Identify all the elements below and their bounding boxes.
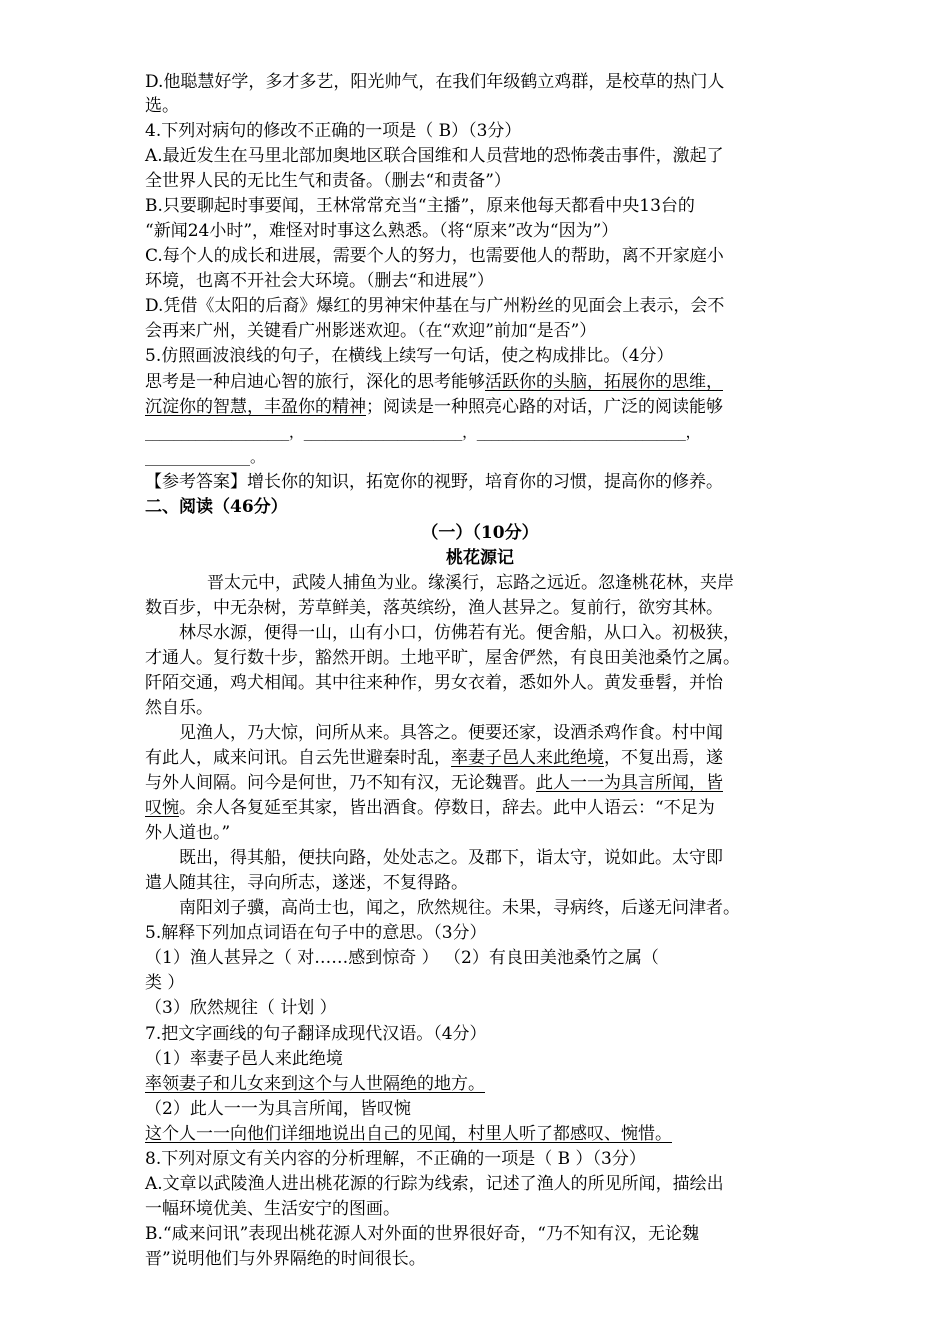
underlined-sentence-1: 率妻子邑人来此绝境 [451,748,604,768]
essay-p3-line5: 外人道也。” [145,823,231,843]
essay-p3-line2-text: 有此人，咸来问讯。自云先世避秦时乱， [145,748,451,768]
q5-l2-wavy: 沉淀你的智慧，丰盈你的精神 [145,397,366,417]
essay-p5: 南阳刘子骥，高尚士也，闻之，欣然规往。未果，寻病终，后遂无问津者。 [179,898,740,918]
question-7-title: 7.把文字画线的句子翻译成现代汉语。（4分） [145,1024,487,1044]
q5-l1-text: 思考是一种启迪心智的旅行，深化的思考能够 [145,372,485,392]
q5-blank-end: ______________。 [145,448,266,466]
q5-sentence-line2 [145,395,723,419]
q5-sentence-line1 [145,370,723,394]
essay-p3-line2 [145,746,723,770]
essay-p3-line3 [145,771,723,795]
essay-p4-line2: 遣人随其往，寻向所志，遂迷，不复得路。 [145,873,468,893]
essay-p2-line4: 然自乐。 [145,698,213,718]
q5-l1-wavy: 活跃你的头脑，拓展你的思维， [485,372,723,392]
q4-option-b-line1: B.只要聊起时事要闻，王林常常充当“主播”，原来他每天都看中央13台的 [145,196,695,216]
essay-p3-line1: 见渔人，乃大惊，问所从来。具答之。便要还家，设酒杀鸡作食。村中闻 [179,723,723,743]
q6-line3: （3）欣然规往（ 计划 ） [145,998,337,1018]
essay-p2-line1: 林尽水源，便得一山，山有小口，仿佛若有光。便舍船，从口入。初极狭， [179,623,740,643]
q7-sentence-2: （2）此人一一为具言所闻，皆叹惋 [145,1099,411,1119]
q8-option-b-line1: B.“咸来问讯”表现出桃花源人对外面的世界很好奇，“乃不知有汉，无论魏 [145,1224,699,1244]
question-6-title: 5.解释下列加点词语在句子中的意思。（3分） [145,923,487,943]
q7-answer-1: 率领妻子和儿女来到这个与人世隔绝的地方。 [145,1074,485,1094]
q5-blank-line: ____________________，______________________，_____________________________， [145,423,701,441]
essay-p2-line3: 阡陌交通，鸡犬相闻。其中往来种作，男女衣着，悉如外人。黄发垂髫，并怡 [145,673,723,693]
essay-title: 桃花源记 [446,548,514,568]
option-d-line1: D.他聪慧好学，多才多艺，阳光帅气，在我们年级鹤立鸡群，是校草的热门人 [145,72,725,92]
part-1-heading: （一）（10分） [421,523,539,543]
q4-option-a-line2: 全世界人民的无比生气和责备。（删去“和责备”） [145,171,511,191]
q8-option-a-line1: A.文章以武陵渔人进出桃花源的行踪为线索，记述了渔人的所见所闻，描绘出 [145,1174,724,1194]
q7-sentence-1: （1）率妻子邑人来此绝境 [145,1049,343,1069]
underlined-sentence-2b: 叹惋 [145,798,179,818]
question-5-title: 5.仿照画波浪线的句子，在横线上续写一句话，使之构成排比。（4分） [145,346,674,366]
essay-p4-line1: 既出，得其船，便扶向路，处处志之。及郡下，诣太守，说如此。太守即 [179,848,723,868]
q6-line1: （1）渔人甚异之（ 对……感到惊奇 ） （2）有良田美池桑竹之属（ [145,948,659,968]
q4-option-d-line1: D.凭借《太阳的后裔》爆红的男神宋仲基在与广州粉丝的见面会上表示，会不 [145,296,725,316]
q7-answer-2: 这个人一一向他们详细地说出自己的见闻，村里人听了都感叹、惋惜。 [145,1124,672,1144]
essay-p3-line3-text: 与外人间隔。问今是何世，乃不知有汉，无论魏晋。 [145,773,536,793]
question-4-title: 4.下列对病句的修改不正确的一项是（ B）（3分） [145,121,522,141]
q4-option-a-line1: A.最近发生在马里北部加奥地区联合国维和人员营地的恐怖袭击事件，激起了 [145,146,724,166]
question-8-title: 8.下列对原文有关内容的分析理解，不正确的一项是（ B ）（3分） [145,1149,646,1169]
essay-p3-line2-post: ，不复出焉，遂 [604,748,723,768]
option-d-line2: 选。 [145,96,179,116]
essay-p1-line1: 晋太元中，武陵人捕鱼为业。缘溪行，忘路之远近。忽逢桃花林，夹岸 [207,573,734,593]
q8-option-a-line2: 一幅环境优美、生活安宁的图画。 [145,1199,400,1219]
q5-l2-text: ；阅读是一种照亮心路的对话，广泛的阅读能够 [366,397,723,417]
essay-p3-line4 [145,796,715,820]
q5-answer: 【参考答案】增长你的知识，拓宽你的视野，培育你的习惯，提高你的修养。 [145,472,723,492]
section-2-heading: 二、阅读（46分） [145,497,288,517]
underlined-sentence-2a: 此人一一为具言所闻，皆 [536,773,723,793]
q8-option-b-line2: 晋”说明他们与外界隔绝的时间很长。 [145,1249,426,1269]
q4-option-d-line2: 会再来广州，关键看广州影迷欢迎。（在“欢迎”前加“是否”） [145,321,597,341]
q4-option-c-line2: 环境，也离不开社会大环境。（删去“和进展”） [145,271,494,291]
q6-line2: 类 ） [145,973,185,993]
essay-p1-line2: 数百步，中无杂树，芳草鲜美，落英缤纷，渔人甚异之。复前行，欲穷其林。 [145,598,723,618]
essay-p3-line4-text: 。余人各复延至其家，皆出酒食。停数日，辞去。此中人语云：“不足为 [179,798,715,818]
q4-option-b-line2: “新闻24小时”，难怪对时事这么熟悉。（将“原来”改为“因为”） [145,221,619,241]
essay-p2-line2: 才通人。复行数十步，豁然开朗。土地平旷，屋舍俨然，有良田美池桑竹之属。 [145,648,740,668]
q4-option-c-line1: C.每个人的成长和进展，需要个人的努力，也需要他人的帮助，离不开家庭小 [145,246,724,266]
